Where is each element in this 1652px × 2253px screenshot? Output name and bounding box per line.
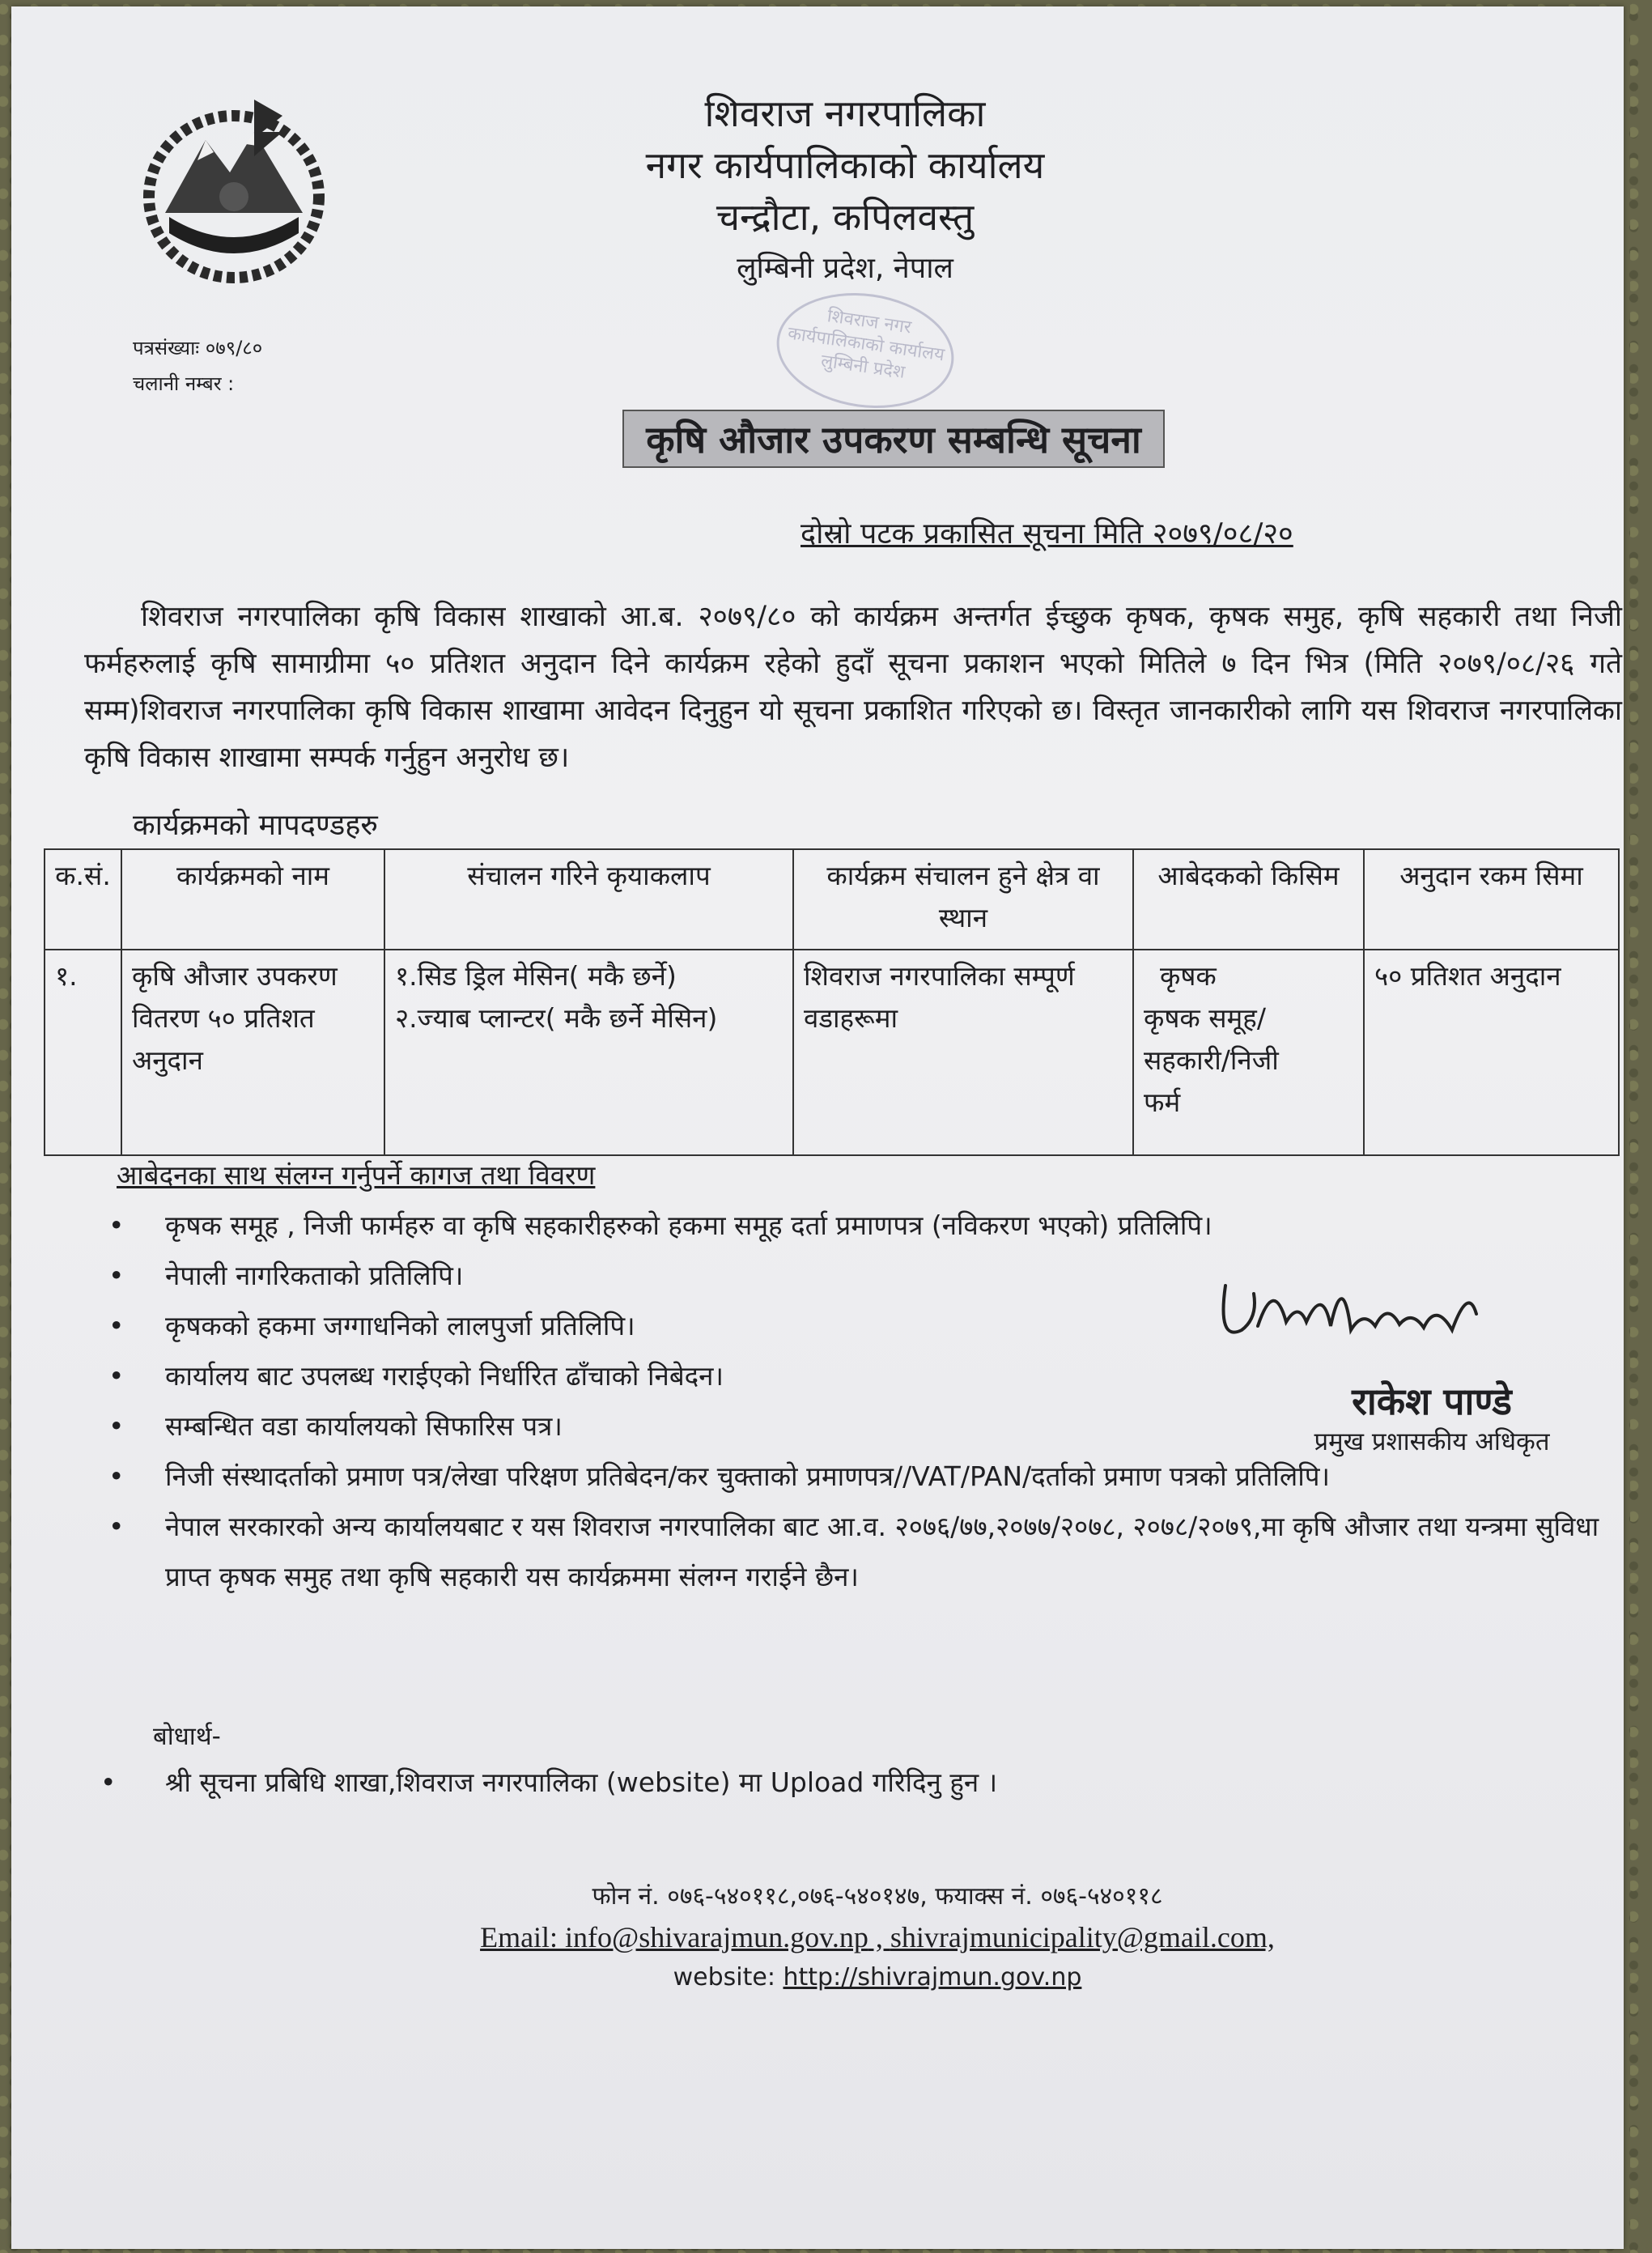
list-item-text: कृषकको हकमा जग्गाधनिको लालपुर्जा प्रतिलिपि। xyxy=(165,1310,635,1341)
reference-numbers xyxy=(133,330,262,402)
office-province: लुम्बिनी प्रदेश, नेपाल xyxy=(737,252,953,285)
list-item-text: निजी संस्थादर्ताको प्रमाण पत्र/लेखा परिक्षण प्रतिबेदन/कर चुक्ताको प्रमाणपत्र//VAT/PAN/दर्ताको प्रमाण पत्रको प्रतिलिपि। xyxy=(165,1460,1330,1492)
column-header: कार्यक्रमको नाम xyxy=(121,849,384,950)
cell-area: शिवराज नगरपालिका सम्पूर्ण वडाहरूमा xyxy=(793,950,1133,1155)
criteria-table xyxy=(44,848,1620,1156)
bullet-icon: • xyxy=(100,1766,117,1798)
bullet-icon: • xyxy=(108,1260,125,1291)
office-name: नगर कार्यपालिकाको कार्यालय xyxy=(645,143,1045,187)
contact-footer xyxy=(335,1877,1420,1998)
bullet-icon: • xyxy=(108,1460,125,1492)
activity-line: २.ज्याब प्लान्टर( मकै छर्ने मेसिन) xyxy=(395,1002,718,1034)
bullet-icon: • xyxy=(108,1410,125,1442)
bullet-icon: • xyxy=(108,1310,125,1341)
applicant-line: कृषक समूह/ xyxy=(1144,1002,1266,1034)
dispatch-number: चलानी नम्बर : xyxy=(133,372,235,395)
email-link-2[interactable]: shivrajmunicipality@gmail.com, xyxy=(890,1921,1275,1953)
table-row xyxy=(45,950,1619,1155)
nepal-emblem-icon xyxy=(133,83,335,286)
website-line xyxy=(335,1958,1420,1998)
office-stamp: शिवराज नगर कार्यपालिकाको कार्यालय लुम्बिनी प्रदेश xyxy=(769,282,961,419)
list-item-text: नेपाली नागरिकताको प्रतिलिपि। xyxy=(165,1260,464,1291)
email-link[interactable]: Email: info@shivarajmun.gov.np xyxy=(480,1921,868,1953)
bodhartha-text: श्री सूचना प्रबिधि शाखा,शिवराज नगरपालिका (website) मा Upload गरिदिनु हुन । xyxy=(165,1766,998,1798)
signatory-designation: प्रमुख प्रशासकीय अधिकृत xyxy=(1314,1427,1550,1456)
bullet-icon: • xyxy=(108,1360,125,1392)
list-item-text: नेपाल सरकारको अन्य कार्यालयबाट र यस शिवराज नगरपालिका बाट आ.व. २०७६/७७,२०७७/२०७८, २०७८/२०७९,मा कृषि औजार तथा यन्त्रमा सुविधा प्राप्त कृषक समुह तथा कृषि सहकारी यस कार्यक्रममा संलग्न गराईने छैन। xyxy=(165,1511,1599,1592)
phone-line: फोन नं. ०७६-५४०११८,०७६-५४०१४७, फयाक्स नं. ०७६-५४०११८ xyxy=(592,1882,1163,1911)
applicant-line: फर्म xyxy=(1144,1086,1181,1118)
column-header: कार्यक्रम संचालन हुने क्षेत्र वा स्थान xyxy=(793,849,1133,950)
column-header: संचालन गरिने कृयाकलाप xyxy=(384,849,793,950)
bodhartha-item xyxy=(100,1763,997,1800)
website-link[interactable]: http://shivrajmun.gov.np xyxy=(783,1963,1082,1992)
applicant-line: कृषक xyxy=(1160,960,1217,992)
list-item-text: कृषक समूह , निजी फार्महरु वा कृषि सहकारीहरुको हकमा समूह दर्ता प्रमाणपत्र (नविकरण भएको) प्रतिलिपि। xyxy=(165,1209,1212,1241)
email-line xyxy=(335,1917,1420,1958)
column-header: क.सं. xyxy=(45,849,121,950)
column-header: आबेदकको किसिम xyxy=(1133,849,1364,950)
cell-grant: ५० प्रतिशत अनुदान xyxy=(1364,950,1619,1155)
list-item-text: कार्यालय बाट उपलब्ध गराईएको निर्धारित ढाँचाको निबेदन। xyxy=(165,1360,724,1392)
list-item xyxy=(92,1502,1630,1602)
activity-line: १.सिड ड्रिल मेसिन( मकै छर्ने) xyxy=(395,960,677,992)
bodhartha-label: बोधार्थ- xyxy=(153,1722,221,1751)
bullet-icon: • xyxy=(108,1209,125,1241)
publication-date-line: दोस्रो पटक प्रकासित सूचना मिति २०७९/०८/२० xyxy=(801,517,1293,550)
website-label: website: xyxy=(673,1963,784,1992)
notice-paper xyxy=(11,6,1624,2249)
office-location: चन्द्रौटा, कपिलवस्तु xyxy=(716,195,975,239)
cell-activity xyxy=(384,950,793,1155)
office-header xyxy=(537,87,1153,295)
notice-title: कृषि औजार उपकरण सम्बन्धि सूचना xyxy=(622,410,1165,468)
signatory-block xyxy=(1270,1379,1594,1460)
applicant-line: सहकारी/निजी xyxy=(1144,1044,1279,1076)
cell-applicant xyxy=(1133,950,1364,1155)
municipality-name: शिवराज नगरपालिका xyxy=(704,91,986,135)
table-header-row xyxy=(45,849,1619,950)
notice-paragraph: शिवराज नगरपालिका कृषि विकास शाखाको आ.ब. २०७९/८० को कार्यक्रम अन्तर्गत ईच्छुक कृषक, कृषक समुह, कृषि सहकारी तथा निजी फर्महरुलाई कृषि सामाग्रीमा ५० प्रतिशत अनुदान दिने कार्यक्रम रहेको हुदाँ सूचना प्रकाशन भएको मितिले ७ दिन भित्र (मिति २०७९/०८/२६ गते सम्म)शिवराज नगरपालिका कृषि विकास शाखामा आवेदन दिनुहुन यो सूचना प्रकाशित गरिएको छ। विस्तृत जानकारीको लागि यस शिवराज नगरपालिका कृषि विकास शाखामा सम्पर्क गर्नुहुन अनुरोध छ। xyxy=(84,601,1622,774)
column-header: अनुदान रकम सिमा xyxy=(1364,849,1619,950)
bullet-icon: • xyxy=(108,1511,125,1542)
letter-number: पत्रसंख्याः ०७९/८० xyxy=(133,337,263,359)
list-item-text: सम्बन्धित वडा कार्यालयको सिफारिस पत्र। xyxy=(165,1410,563,1442)
list-item xyxy=(92,1201,1630,1251)
email-separator: , xyxy=(868,1921,890,1953)
cell-program: कृषि औजार उपकरण वितरण ५० प्रतिशत अनुदान xyxy=(121,950,384,1155)
criteria-heading: कार्यक्रमको मापदण्डहरु xyxy=(133,809,378,842)
documents-heading: आबेदनका साथ संलग्न गर्नुपर्ने कागज तथा विवरण xyxy=(117,1159,596,1191)
signatory-name: राकेश पाण्डे xyxy=(1352,1379,1512,1423)
cell-sn: १. xyxy=(45,950,121,1155)
handwritten-signature xyxy=(1209,1253,1501,1358)
